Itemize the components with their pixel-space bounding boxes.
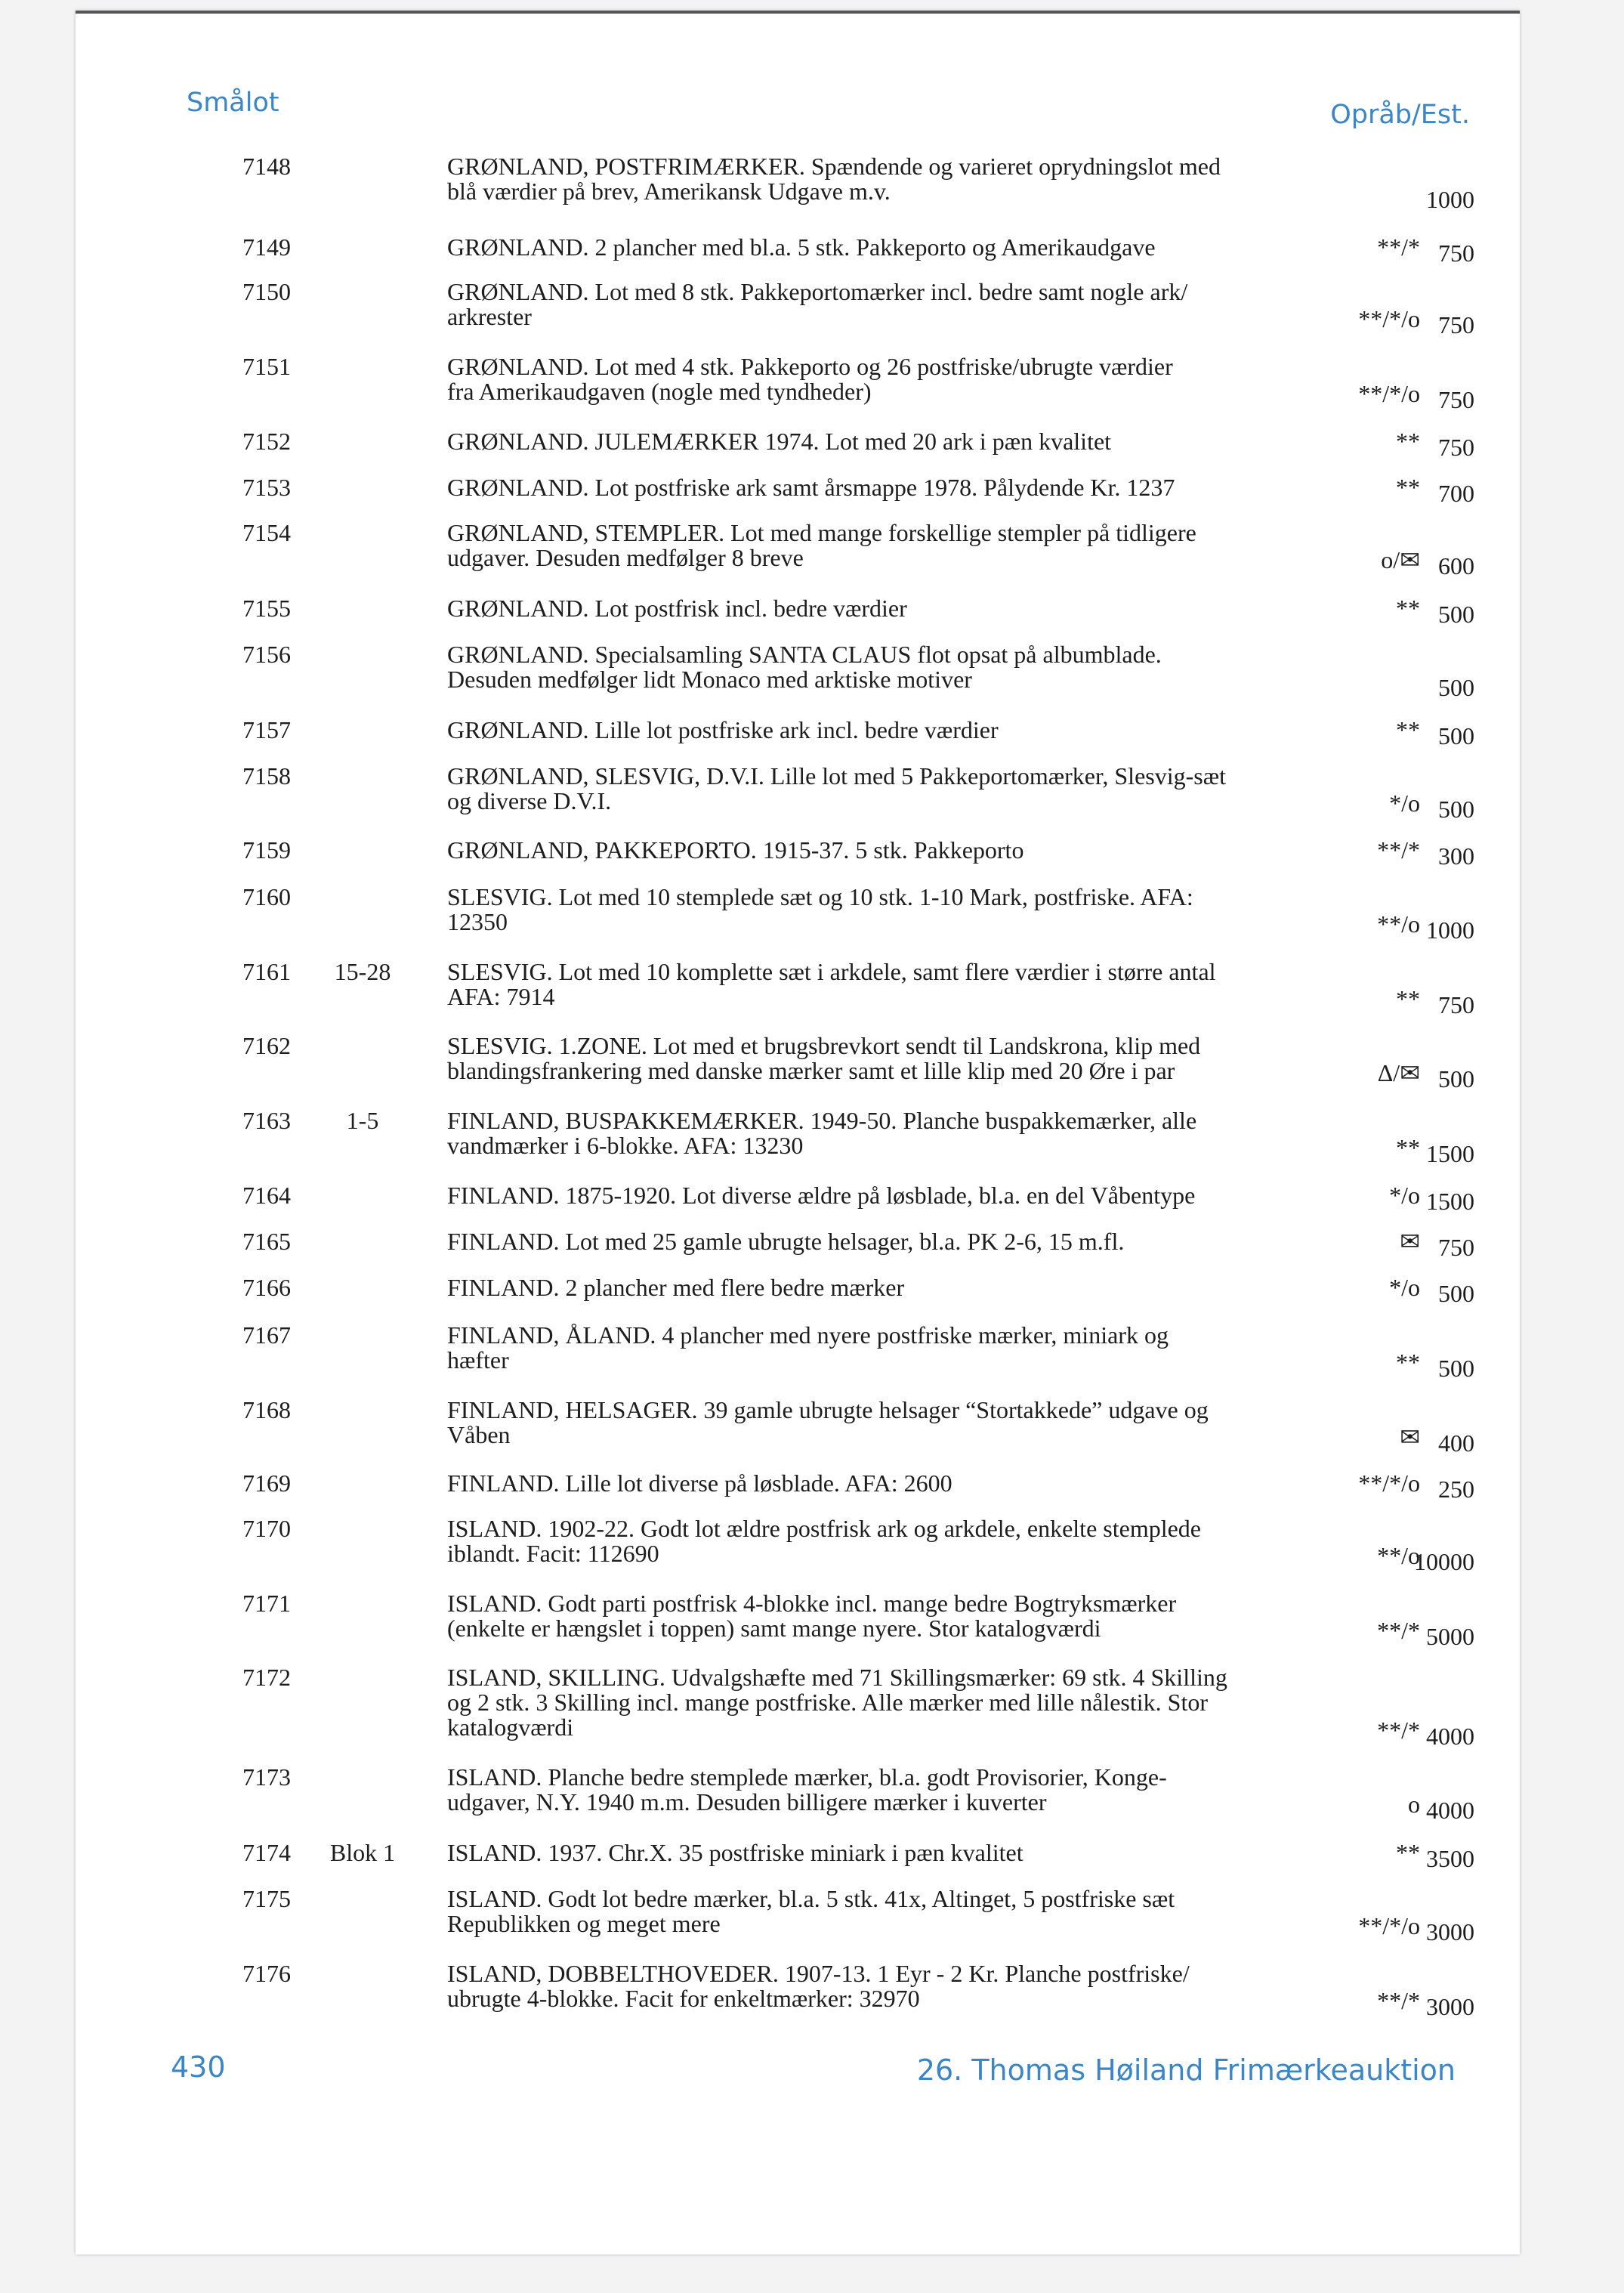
lot-number: 7151 [242, 353, 291, 380]
condition-code: **/* [1377, 1987, 1420, 2014]
estimate-value: 750 [1438, 386, 1474, 413]
page-number: 430 [171, 2050, 226, 2084]
section-title: Smålot [187, 88, 279, 118]
catalog-number: 15-28 [334, 958, 391, 985]
estimate-column-header: Opråb/Est. [1330, 100, 1470, 130]
estimate-value: 750 [1438, 434, 1474, 461]
estimate-value: 500 [1438, 1280, 1474, 1307]
catalog-number: Blok 1 [329, 1839, 396, 1866]
lot-description: ISLAND. Godt parti postfrisk 4-blokke incl. mange bedre Bogtryksmærker (enkelte er hængslet i toppen) samt mange nyere. Stor katalogværdi [447, 1590, 1177, 1642]
estimate-value: 500 [1438, 1065, 1474, 1092]
lot-number: 7153 [242, 474, 291, 501]
condition-code: Δ/✉ [1377, 1059, 1420, 1086]
estimate-value: 700 [1438, 480, 1474, 507]
lot-description: GRØNLAND. JULEMÆRKER 1974. Lot med 20 ark i pæn kvalitet [447, 428, 1112, 455]
condition-code: **/o [1377, 1542, 1420, 1569]
lot-description: SLESVIG. Lot med 10 stemplede sæt og 10 stk. 1-10 Mark, postfriske. AFA: 12350 [447, 883, 1193, 935]
estimate-value: 600 [1438, 552, 1474, 579]
lot-row [76, 1516, 1520, 1589]
lot-description: GRØNLAND. Specialsamling SANTA CLAUS flot opsat på albumblade. Desuden medfølger lidt Monaco med arktiske motiver [447, 641, 1162, 693]
lot-description: GRØNLAND, POSTFRIMÆRKER. Spændende og varieret oprydningslot med blå værdier på brev, Amerikansk Udgave m.v. [447, 153, 1221, 205]
estimate-value: 750 [1438, 311, 1474, 338]
condition-code: ** [1396, 1134, 1420, 1161]
lot-description: GRØNLAND. 2 plancher med bl.a. 5 stk. Pakkeporto og Amerikaudgave [447, 233, 1156, 261]
lot-row [76, 1108, 1520, 1181]
lot-row [76, 1961, 1520, 2034]
lot-row [76, 642, 1520, 715]
lot-description: FINLAND, ÅLAND. 4 plancher med nyere postfriske mærker, miniark og hæfter [447, 1321, 1169, 1374]
lot-row [76, 521, 1520, 593]
condition-code: ** [1396, 985, 1420, 1012]
lot-description: GRØNLAND. Lot med 4 stk. Pakkeporto og 26 postfriske/ubrugte værdier fra Amerikaudgaven (nogle med tyndheder) [447, 353, 1173, 405]
lot-description: ISLAND. Godt lot bedre mærker, bl.a. 5 stk. 41x, Altinget, 5 postfriske sæt Republikken og meget mere [447, 1885, 1175, 1937]
lot-number: 7172 [242, 1664, 291, 1691]
estimate-value: 750 [1438, 239, 1474, 267]
lot-list [76, 14, 1520, 2254]
condition-code: ✉ [1400, 1423, 1420, 1451]
estimate-value: 500 [1438, 601, 1474, 628]
condition-code: ** [1396, 1839, 1420, 1866]
estimate-value: 1500 [1426, 1140, 1474, 1167]
lot-description: ISLAND, SKILLING. Udvalgshæfte med 71 Skillingsmærker: 69 stk. 4 Skilling og 2 stk. 3 Skilling incl. mange postfriske. Alle mærker med lille nålestik. Stor katalogværdi [447, 1664, 1227, 1741]
condition-code: o [1408, 1791, 1420, 1818]
lot-number: 7169 [242, 1469, 291, 1497]
lot-row [76, 1398, 1520, 1470]
estimate-value: 5000 [1426, 1623, 1474, 1650]
lot-number: 7165 [242, 1228, 291, 1255]
lot-description: GRØNLAND, SLESVIG, D.V.I. Lille lot med 5 Pakkeportomærker, Slesvig-sæt og diverse D.V.I. [447, 762, 1226, 814]
lot-row [76, 1034, 1520, 1106]
lot-number: 7156 [242, 641, 291, 668]
condition-code: */o [1389, 1182, 1420, 1209]
condition-code: ** [1396, 595, 1420, 622]
estimate-value: 300 [1438, 842, 1474, 870]
lot-number: 7149 [242, 233, 291, 261]
estimate-value: 1000 [1426, 186, 1474, 213]
lot-description: SLESVIG. 1.ZONE. Lot med et brugsbrevkort sendt til Landskrona, klip med blandingsfrankering med danske mærker samt et lille klip med 20 Øre i par [447, 1032, 1201, 1084]
lot-number: 7164 [242, 1182, 291, 1209]
lot-description: FINLAND. 1875-1920. Lot diverse ældre på løsblade, bl.a. en del Våbentype [447, 1182, 1196, 1209]
lot-number: 7176 [242, 1960, 291, 1987]
lot-description: FINLAND, BUSPAKKEMÆRKER. 1949-50. Planche buspakkemærker, alle vandmærker i 6-blokke. AFA: 13230 [447, 1107, 1197, 1159]
lot-number: 7163 [242, 1107, 291, 1134]
lot-row [76, 280, 1520, 352]
condition-code: **/* [1377, 1617, 1420, 1644]
lot-description: ISLAND. 1937. Chr.X. 35 postfriske miniark i pæn kvalitet [447, 1839, 1023, 1866]
lot-number: 7148 [242, 153, 291, 180]
condition-code: ** [1396, 716, 1420, 743]
lot-description: FINLAND. 2 plancher med flere bedre mærker [447, 1274, 905, 1301]
condition-code: ** [1396, 474, 1420, 501]
lot-description: GRØNLAND, PAKKEPORTO. 1915-37. 5 stk. Pakkeporto [447, 836, 1024, 864]
lot-number: 7152 [242, 428, 291, 455]
condition-code: ✉ [1400, 1228, 1420, 1255]
condition-code: **/*/o [1358, 1469, 1420, 1497]
condition-code: **/*/o [1358, 305, 1420, 332]
lot-row [76, 1765, 1520, 1837]
lot-description: FINLAND. Lot med 25 gamle ubrugte helsager, bl.a. PK 2-6, 15 m.fl. [447, 1228, 1125, 1255]
condition-code: */o [1389, 790, 1420, 817]
condition-code: **/*/o [1358, 380, 1420, 407]
estimate-value: 3000 [1426, 1993, 1474, 2020]
lot-description: GRØNLAND. Lille lot postfriske ark incl. bedre værdier [447, 716, 999, 743]
estimate-value: 500 [1438, 796, 1474, 823]
lot-description: GRØNLAND, STEMPLER. Lot med mange forskellige stempler på tidligere udgaver. Desuden medfølger 8 breve [447, 519, 1196, 571]
condition-code: ** [1396, 1349, 1420, 1376]
estimate-value: 400 [1438, 1429, 1474, 1457]
lot-description: FINLAND. Lille lot diverse på løsblade. AFA: 2600 [447, 1469, 952, 1497]
lot-number: 7173 [242, 1763, 291, 1791]
lot-description: GRØNLAND. Lot postfriske ark samt årsmappe 1978. Pålydende Kr. 1237 [447, 474, 1175, 501]
catalog-number: 1-5 [346, 1107, 379, 1134]
condition-code: **/o [1377, 910, 1420, 938]
condition-code: ** [1396, 428, 1420, 455]
lot-number: 7175 [242, 1885, 291, 1912]
lot-number: 7157 [242, 716, 291, 743]
lot-number: 7161 [242, 958, 291, 985]
estimate-value: 4000 [1426, 1723, 1474, 1750]
lot-row [76, 1887, 1520, 1959]
estimate-value: 750 [1438, 991, 1474, 1018]
estimate-value: 1500 [1426, 1188, 1474, 1215]
lot-number: 7166 [242, 1274, 291, 1301]
estimate-value: 500 [1438, 674, 1474, 701]
condition-code: o/✉ [1381, 546, 1420, 573]
condition-code: **/* [1377, 1717, 1420, 1744]
lot-number: 7168 [242, 1396, 291, 1423]
lot-number: 7150 [242, 278, 291, 305]
lot-row [76, 354, 1520, 427]
estimate-value: 1000 [1426, 916, 1474, 944]
estimate-value: 4000 [1426, 1797, 1474, 1824]
lot-number: 7160 [242, 883, 291, 910]
lot-row [76, 960, 1520, 1032]
estimate-value: 500 [1438, 1355, 1474, 1382]
lot-number: 7155 [242, 595, 291, 622]
lot-description: FINLAND, HELSAGER. 39 gamle ubrugte helsager “Stortakkede” udgave og Våben [447, 1396, 1209, 1448]
lot-description: ISLAND, DOBBELTHOVEDER. 1907-13. 1 Eyr - 2 Kr. Planche postfriske/ ubrugte 4-blokke. Facit for enkeltmærker: 32970 [447, 1960, 1190, 2012]
lot-number: 7174 [242, 1839, 291, 1866]
lot-description: SLESVIG. Lot med 10 komplette sæt i arkdele, samt flere værdier i større antal AFA: 7914 [447, 958, 1216, 1010]
estimate-value: 10000 [1414, 1548, 1474, 1575]
lot-number: 7167 [242, 1321, 291, 1349]
estimate-value: 500 [1438, 722, 1474, 749]
lot-description: GRØNLAND. Lot med 8 stk. Pakkeportomærker incl. bedre samt nogle ark/ arkrester [447, 278, 1188, 330]
condition-code: */o [1389, 1274, 1420, 1301]
condition-code: **/* [1377, 836, 1420, 864]
lot-row [76, 764, 1520, 836]
lot-row [76, 885, 1520, 957]
lot-row [76, 1664, 1520, 1750]
lot-number: 7158 [242, 762, 291, 790]
condition-code: **/* [1377, 233, 1420, 261]
lot-number: 7159 [242, 836, 291, 864]
catalog-page [76, 11, 1520, 2254]
lot-description: ISLAND. Planche bedre stemplede mærker, bl.a. godt Provisorier, Konge- udgaver, N.Y. 1940 m.m. Desuden billigere mærker i kuverter [447, 1763, 1167, 1816]
estimate-value: 750 [1438, 1234, 1474, 1261]
lot-row [76, 154, 1520, 227]
lot-description: ISLAND. 1902-22. Godt lot ældre postfrisk ark og arkdele, enkelte stemplede iblandt. Facit: 112690 [447, 1515, 1201, 1567]
condition-code: **/*/o [1358, 1912, 1420, 1939]
estimate-value: 3000 [1426, 1918, 1474, 1945]
estimate-value: 3500 [1426, 1845, 1474, 1872]
lot-row [76, 1323, 1520, 1395]
estimate-value: 250 [1438, 1476, 1474, 1503]
auction-title: 26. Thomas Høiland Frimærkeauktion [916, 2054, 1456, 2087]
lot-number: 7171 [242, 1590, 291, 1617]
lot-number: 7154 [242, 519, 291, 546]
lot-row [76, 1591, 1520, 1664]
lot-description: GRØNLAND. Lot postfrisk incl. bedre værdier [447, 595, 907, 622]
lot-number: 7170 [242, 1515, 291, 1542]
lot-number: 7162 [242, 1032, 291, 1059]
